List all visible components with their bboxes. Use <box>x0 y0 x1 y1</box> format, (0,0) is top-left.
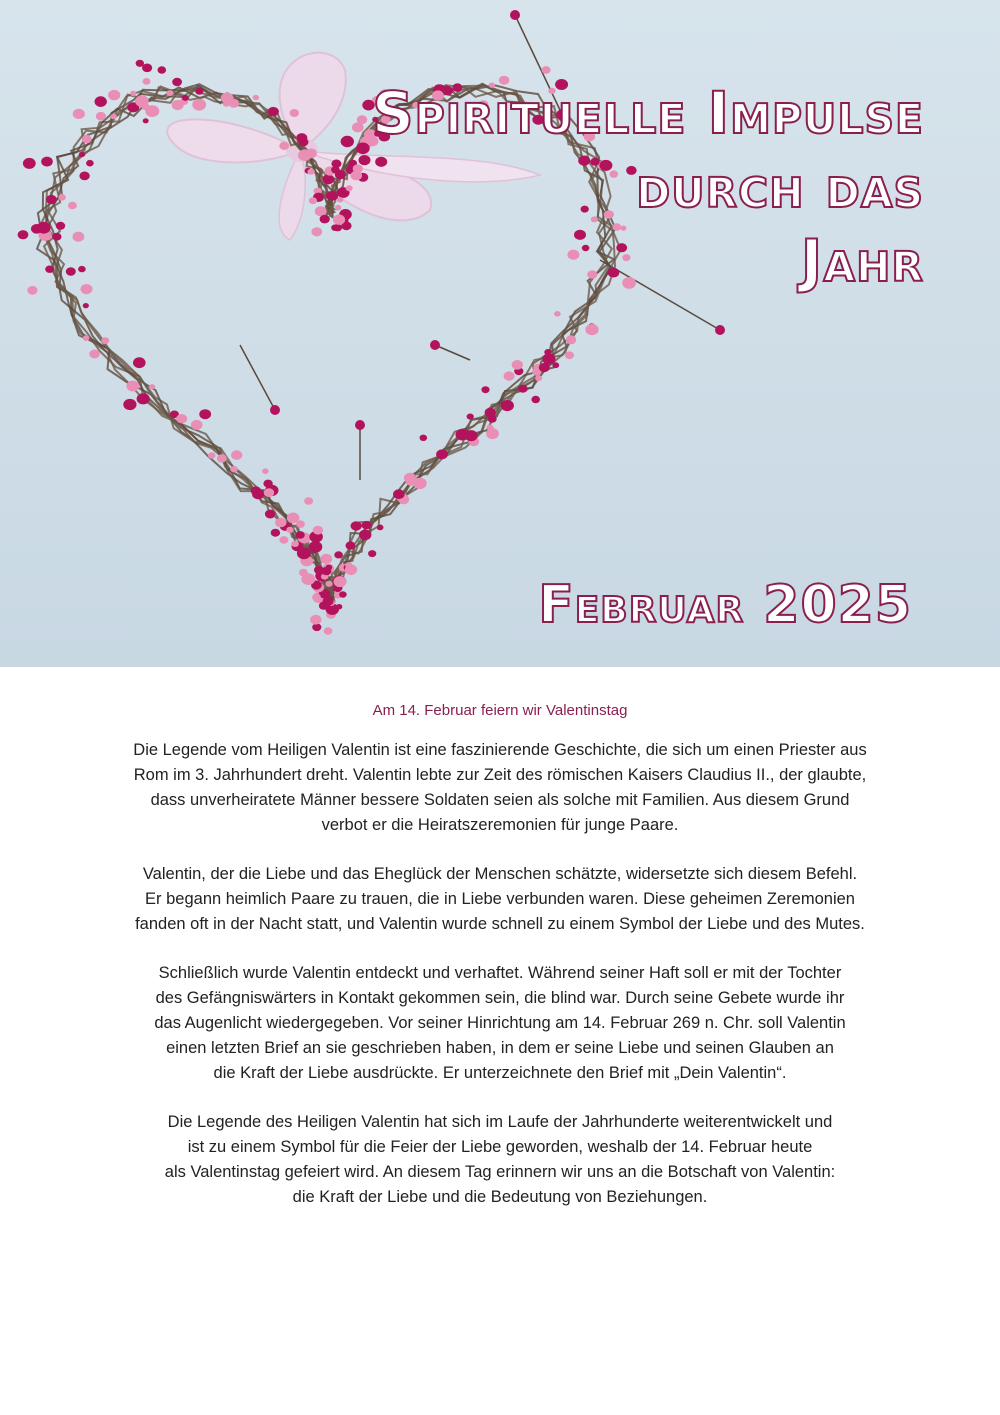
berry <box>195 88 203 95</box>
paragraph-4 <box>60 1110 940 1210</box>
berry <box>262 468 269 474</box>
article <box>60 700 940 1234</box>
berry <box>182 95 189 101</box>
berry <box>229 99 240 108</box>
title-line-1: Spirituelle Impulse <box>371 79 924 147</box>
berry <box>279 142 289 150</box>
berry <box>420 435 428 441</box>
berry <box>217 454 227 462</box>
berry <box>192 99 206 111</box>
berry <box>368 550 376 557</box>
berry <box>359 530 371 541</box>
berry <box>430 340 440 350</box>
text-line: fanden oft in der Nacht statt, und Valentin wurde schnell zu einem Symbol der Liebe und des Mutes. <box>135 915 865 933</box>
text-line: des Gefängniswärters in Kontakt gekommen sein, die blind war. Durch seine Gebete wurde ihr <box>155 989 845 1007</box>
berry <box>481 386 489 393</box>
berry <box>334 576 347 587</box>
issue-date: Februar 2025 <box>538 575 912 635</box>
berry <box>310 615 321 625</box>
berry <box>137 393 150 404</box>
berry <box>82 135 92 143</box>
berry <box>535 375 542 381</box>
berry <box>172 78 182 86</box>
text-line: Er begann heimlich Paare zu trauen, die in Liebe verbunden waren. Diese geheimen Zeremonien <box>145 890 855 908</box>
berry <box>230 466 238 472</box>
berry <box>301 573 315 585</box>
berry <box>512 360 523 370</box>
berry <box>325 581 332 587</box>
berry <box>110 114 116 119</box>
berry <box>312 593 321 600</box>
berry <box>41 157 53 167</box>
berry <box>552 362 559 368</box>
text-line: ist zu einem Symbol für die Feier der Liebe geworden, weshalb der 14. Februar heute <box>187 1138 813 1156</box>
berry <box>351 521 362 530</box>
berry <box>253 95 259 100</box>
berry <box>324 627 333 634</box>
berry <box>149 384 155 389</box>
berry <box>565 351 574 359</box>
berry <box>510 10 520 20</box>
text-line: verbot er die Heiratszeremonien für junge Paare. <box>321 816 679 834</box>
berry <box>323 597 334 606</box>
berry <box>172 100 184 110</box>
text-line: einen letzten Brief an sie geschrieben haben, in dem er seine Liebe und seinen Glauben an <box>166 1039 834 1057</box>
berry <box>143 118 149 123</box>
berry <box>322 567 332 575</box>
paragraph-2 <box>60 862 940 937</box>
hero-image <box>0 0 1000 667</box>
berry <box>271 529 280 537</box>
berry <box>52 233 61 241</box>
berry <box>73 109 85 119</box>
berry <box>23 158 36 169</box>
berry <box>270 405 280 415</box>
berry <box>299 138 309 146</box>
berry <box>539 363 550 372</box>
berry <box>504 371 515 380</box>
berry <box>81 284 93 294</box>
berry <box>345 562 352 568</box>
berry <box>320 554 332 564</box>
berry <box>531 396 540 403</box>
berry <box>465 430 478 441</box>
stray-stem <box>240 345 275 410</box>
berry <box>715 325 725 335</box>
berry <box>142 64 152 73</box>
berry <box>166 90 173 96</box>
berry <box>123 399 136 410</box>
berry <box>199 409 211 419</box>
paragraph-1 <box>60 738 940 838</box>
berry <box>311 227 322 236</box>
title-line-3: Jahr <box>800 227 924 295</box>
berry <box>101 337 109 344</box>
berry <box>83 335 90 341</box>
berry <box>346 541 356 549</box>
berry <box>79 172 89 181</box>
berry <box>290 109 299 117</box>
article-heading: Am 14. Februar feiern wir Valentinstag <box>372 702 628 719</box>
berry <box>334 551 343 558</box>
text-line: Die Legende des Heiligen Valentin hat sich im Laufe der Jahrhunderte weiterentwickelt und <box>167 1113 833 1131</box>
berry <box>275 518 286 528</box>
berry <box>544 349 551 355</box>
berry <box>309 541 323 553</box>
berry <box>145 105 159 117</box>
berry <box>286 527 293 533</box>
text-line: Die Legende vom Heiligen Valentin ist eine faszinierende Geschichte, die sich um einen Priester aus <box>133 741 867 759</box>
berry <box>486 425 493 431</box>
berry <box>18 230 29 239</box>
berry <box>143 78 151 85</box>
berry <box>585 324 598 335</box>
berry <box>265 510 276 519</box>
berry <box>339 591 347 597</box>
berry <box>108 90 120 100</box>
berry <box>96 112 106 121</box>
berry <box>130 91 136 96</box>
berry <box>566 335 576 344</box>
berry <box>37 222 51 234</box>
berry <box>251 486 262 495</box>
berry <box>126 381 139 392</box>
berry <box>362 521 372 529</box>
berry <box>73 232 85 242</box>
berry <box>264 488 274 497</box>
berry <box>436 449 448 459</box>
text-line: dass unverheiratete Männer bessere Soldaten seien als solche mit Familien. Aus diesem Grund <box>150 791 850 809</box>
berry <box>83 303 89 308</box>
berry <box>66 267 76 276</box>
berry <box>89 350 100 359</box>
berry <box>393 489 405 499</box>
berry <box>263 480 272 488</box>
text-line: die Kraft der Liebe und die Bedeutung von Beziehungen. <box>292 1188 708 1206</box>
berry <box>485 408 496 418</box>
berry <box>313 526 323 535</box>
stray-stem <box>435 345 470 360</box>
berry <box>231 450 242 460</box>
berry <box>158 66 167 73</box>
berry <box>309 197 317 204</box>
berry <box>541 66 550 74</box>
berry <box>46 195 57 204</box>
text-line: als Valentinstag gefeiert wird. An diesem Tag erinnern wir uns an die Botschaft von Valentin: <box>164 1163 836 1181</box>
berry <box>208 452 216 458</box>
berry <box>306 149 317 159</box>
text-line: Valentin, der die Liebe und das Eheglück der Menschen schätzte, widersetzte sich diesem Befehl. <box>142 865 858 883</box>
berry <box>68 202 77 210</box>
berry <box>377 525 384 531</box>
page-title <box>324 76 924 298</box>
berry <box>554 311 561 317</box>
berry <box>86 160 94 167</box>
text-line: das Augenlicht wiedergegeben. Vor seiner Hinrichtung am 14. Februar 269 n. Chr. soll Valentin <box>154 1014 846 1032</box>
berry <box>27 286 37 295</box>
berry <box>501 400 514 411</box>
berry <box>279 536 288 544</box>
berry <box>413 478 426 489</box>
berry <box>355 420 365 430</box>
berry <box>336 604 342 609</box>
berry <box>467 414 474 420</box>
berry <box>191 420 203 430</box>
berry <box>58 194 66 201</box>
title-line-2: durch das <box>636 153 924 221</box>
berry <box>45 266 54 273</box>
berry <box>287 513 300 524</box>
berry <box>176 414 187 423</box>
berry <box>296 531 305 539</box>
berry <box>297 547 311 559</box>
berry <box>304 497 313 505</box>
berry <box>78 266 86 272</box>
text-line: Schließlich wurde Valentin entdeckt und verhaftet. Während seiner Haft soll er mit der Tochter <box>158 964 842 982</box>
berry <box>133 357 146 368</box>
berry <box>79 152 85 157</box>
berry <box>56 222 65 230</box>
berry <box>307 169 314 175</box>
berry <box>135 95 149 107</box>
berry <box>518 385 528 393</box>
text-line: die Kraft der Liebe ausdrückte. Er unterzeichnete den Brief mit „Dein Valentin“. <box>213 1064 787 1082</box>
text-line: Rom im 3. Jahrhundert dreht. Valentin lebte zur Zeit des römischen Kaisers Claudius II., der glaubte, <box>133 766 867 784</box>
paragraph-3 <box>60 961 940 1086</box>
berry <box>268 107 279 116</box>
berry <box>291 541 299 547</box>
berry <box>95 96 107 107</box>
